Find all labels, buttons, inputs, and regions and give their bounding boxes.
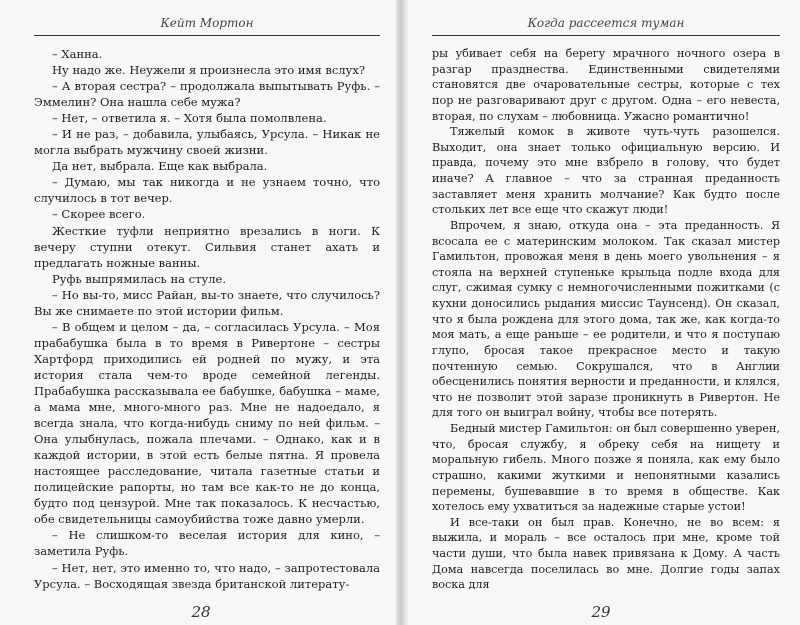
paragraph: И все-таки он был прав. Конечно, не во всем: я выжила, и мораль – все осталось при мне, кроме той части души, что была навек привязана к Дому. А часть Дома навсегда поселилась во мне. Долгие годы запах воска для	[432, 515, 780, 592]
left-page-text	[34, 46, 380, 592]
paragraph: Бедный мистер Гамильтон: он был совершенно уверен, что, бросая службу, я обреку себя на нищету и моральную гибель. Много позже я поняла, как ему было страшно, какими жуткими и непонятными казались перемены, бушевавшие в то время в обществе. Как хотелось ему ухватиться за надежные старые устои!	[432, 422, 780, 514]
paragraph: ры убивает себя на берегу мрачного ночного озера в разгар празднества. Единственными свидетелями становятся две очаровательные сестры, которые с тех пор не разговаривают друг с другом. Одна – его невеста, вторая, по слухам – любовница. Ужасно романтично!	[432, 47, 780, 123]
paragraph: – Но вы-то, мисс Райан, вы-то знаете, что случилось? Вы же снимаете по этой истории фильм.	[34, 287, 380, 318]
paragraph: Впрочем, я знаю, откуда она – эта преданность. Я всосала ее с материнским молоком. Так сказал мистер Гамильтон, провожая меня в день моего увольнения – я стояла на верхней ступеньке крыльца подле входа для слуг, сжимая сумку с немногочисленными пожитками (с кухни доносились рыдания миссис Таунсенд). Он сказал, что я была рождена для этого дома, так же, как когда-то моя мать, а еще раньше – ее родители, и что я поступаю глупо, бросая такое прекрасное место и такую почтенную семью. Сокрушался, что в Англии обесценились понятия верности и преданности, и клялся, что не позволит этой заразе проникнуть в Ривертон. Не для того он выиграл войну, чтобы все потерять.	[432, 218, 780, 420]
paragraph: – Не слишком-то веселая история для кино, – заметила Руфь.	[34, 528, 380, 559]
left-running-head: Кейт Мортон	[160, 16, 254, 30]
right-page-text	[432, 46, 780, 593]
paragraph: – Нет, – ответила я. – Хотя была помолвлена.	[52, 111, 327, 126]
paragraph: – Ханна.	[52, 47, 103, 61]
paragraph: – И не раз, – добавила, улыбаясь, Урсула. – Никак не могла выбрать мужчину своей жизни.	[34, 127, 380, 158]
book-gutter	[396, 0, 408, 625]
paragraph: Руфь выпрямилась на стуле.	[52, 271, 226, 286]
paragraph: – А вторая сестра? – продолжала выпытывать Руфь. – Эммелин? Она нашла себе мужа?	[34, 79, 380, 110]
right-running-head: Когда рассеется туман	[527, 16, 685, 30]
right-page	[402, 0, 800, 625]
left-head-rule	[34, 35, 380, 36]
paragraph: Да нет, выбрала. Еще как выбрала.	[52, 159, 268, 174]
paragraph: Тяжелый комок в животе чуть-чуть разошелся. Выходит, она знает только официальную версию. И правда, почему это мне взбрело в голову, что будет иначе? А главное – что за странная преданность заставляет меня хранить молчание? Как будто после стольких лет все еще что скажут люди!	[432, 125, 780, 217]
paragraph: – Нет, нет, это именно то, что надо, – запротестовала Урсула. – Восходящая звезда британской литерату-	[34, 560, 380, 591]
paragraph: – Думаю, мы так никогда и не узнаем точно, что случилось в тот вечер.	[34, 175, 380, 206]
left-page-number: 28	[191, 603, 211, 621]
right-page-number: 29	[591, 603, 611, 621]
paragraph: – Скорее всего.	[52, 207, 146, 222]
paragraph: – В общем и целом – да, – согласилась Урсула. – Моя прабабушка была в то время в Ривертоне – сестры Хартфорд приходились ей родней по мужу, и эта история стала чем-то вроде семейной легенды. Прабабушка рассказывала ее бабушке, бабушка – маме, а мама мне, много-много раз. Мне не надоедало, я всегда знала, что когда-нибудь сниму по ней фильм. – Она улыбнулась, пожала плечами. – Однако, как и в каждой истории, в этой есть белые пятна. Я провела настоящее расследование, читала газетные статьи и полицейские рапорты, но там все как-то не до конца, будто под цензурой. Мне так показалось. К несчастью, обе свидетельницы самоубийства тоже давно умерли.	[34, 319, 380, 527]
paragraph: Жесткие туфли неприятно врезались в ноги. К вечеру ступни отекут. Сильвия станет ахать и предлагать ножные ванны.	[34, 223, 380, 270]
paragraph: Ну надо же. Неужели я произнесла это имя вслух?	[52, 63, 366, 78]
right-head-rule	[432, 35, 780, 36]
